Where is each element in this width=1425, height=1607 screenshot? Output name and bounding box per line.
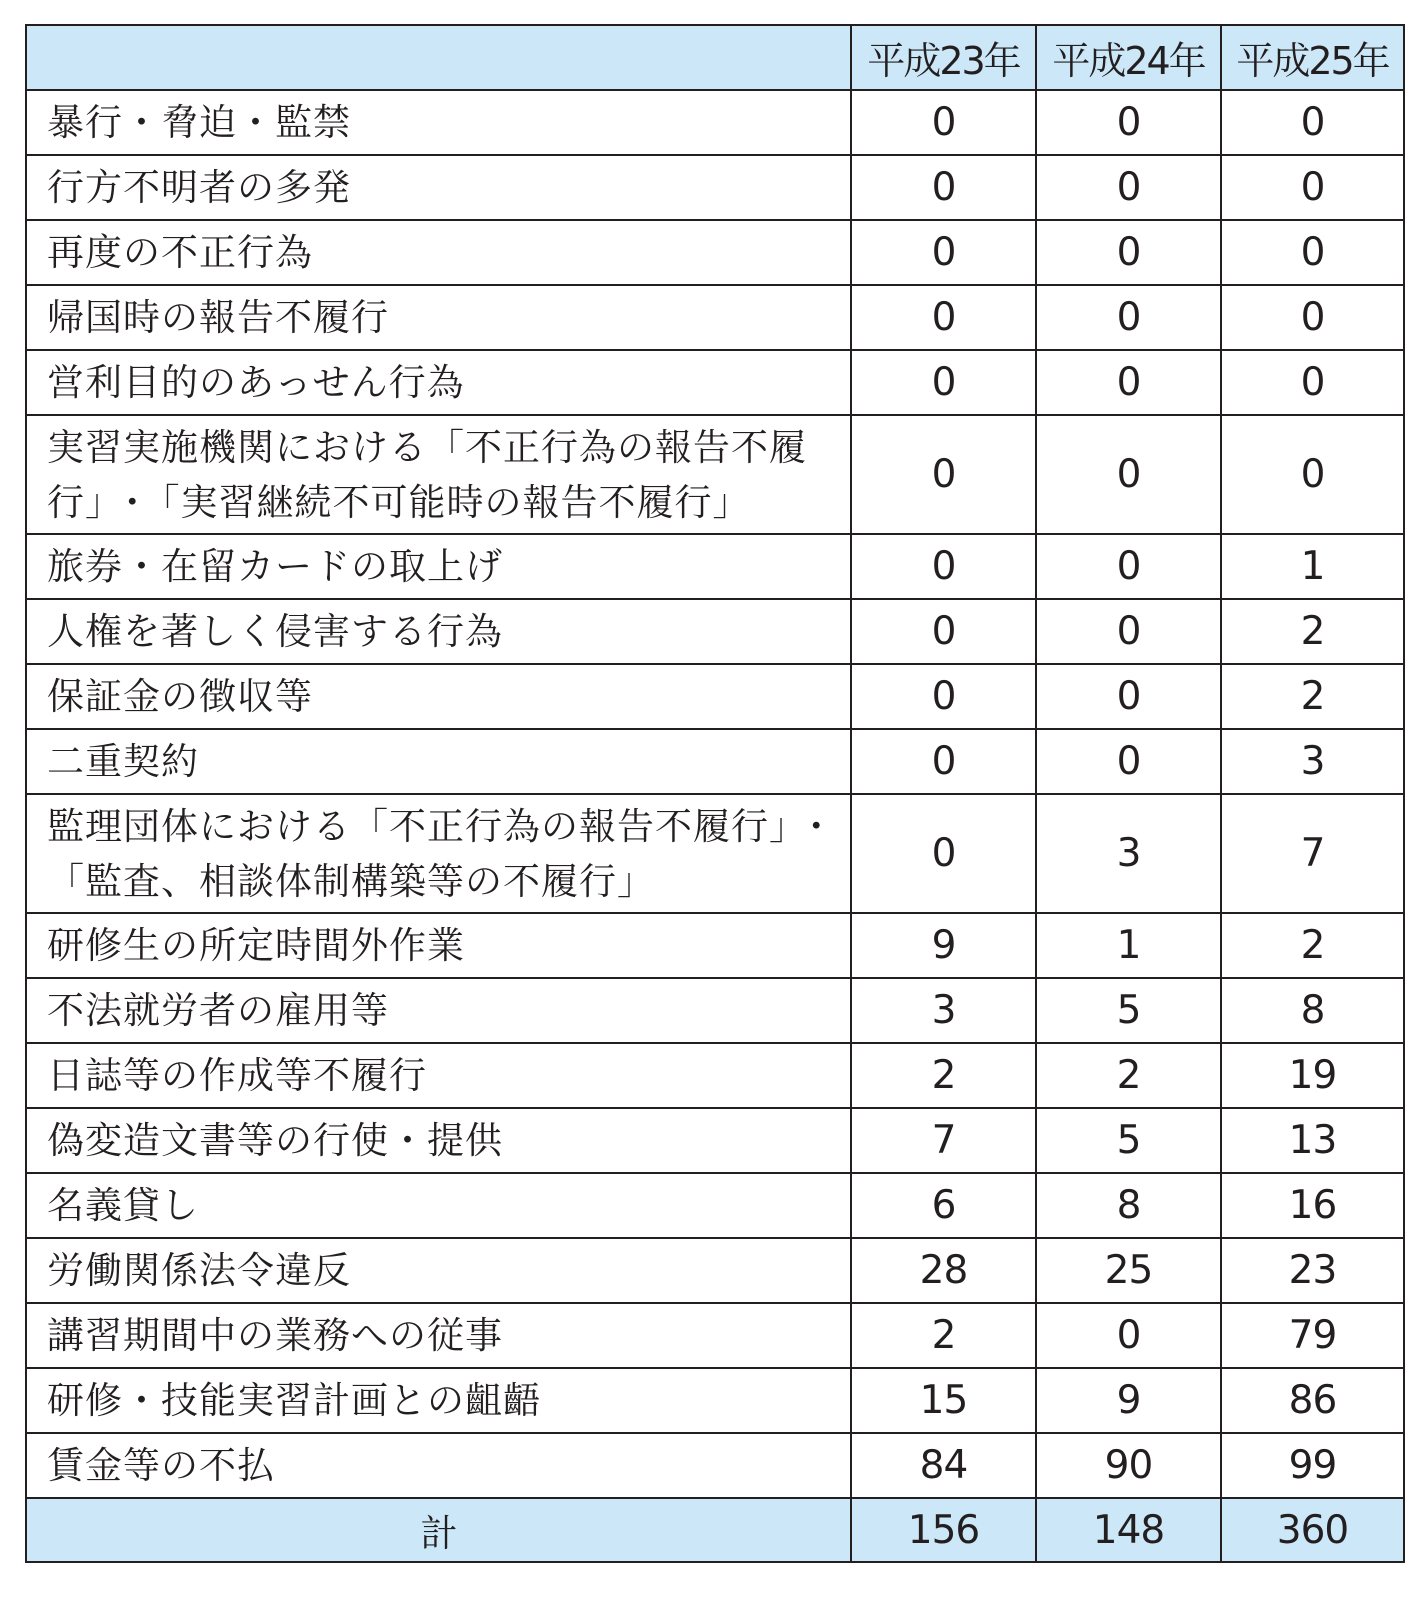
row-label: 不法就労者の雇用等: [26, 978, 851, 1043]
cell-2011: 0: [851, 664, 1036, 729]
table-row: [26, 155, 1404, 220]
cell-2011: 0: [851, 729, 1036, 794]
table-row: [26, 978, 1404, 1043]
row-label: 偽変造文書等の行使・提供: [26, 1108, 851, 1173]
cell-2011: 0: [851, 599, 1036, 664]
total-row: [26, 1498, 1404, 1562]
cell-2011: 0: [851, 285, 1036, 350]
row-label: 旅券・在留カードの取上げ: [26, 534, 851, 599]
table-row: [26, 415, 1404, 534]
table-row: [26, 729, 1404, 794]
header-corner: [26, 25, 851, 90]
cell-2011: 0: [851, 90, 1036, 155]
table-row: [26, 1238, 1404, 1303]
cell-2013: 0: [1221, 155, 1404, 220]
row-label: 名義貸し: [26, 1173, 851, 1238]
cell-2012: 0: [1036, 729, 1221, 794]
cell-2013: 7: [1221, 794, 1404, 913]
cell-2011: 0: [851, 534, 1036, 599]
table-row: [26, 1108, 1404, 1173]
cell-2011: 0: [851, 220, 1036, 285]
cell-2012: 9: [1036, 1368, 1221, 1433]
row-label: 人権を著しく侵害する行為: [26, 599, 851, 664]
cell-2011: 0: [851, 155, 1036, 220]
header-row: [26, 25, 1404, 90]
cell-2011: 2: [851, 1303, 1036, 1368]
cell-2013: 0: [1221, 220, 1404, 285]
cell-2013: 2: [1221, 664, 1404, 729]
row-label: 研修・技能実習計画との齟齬: [26, 1368, 851, 1433]
cell-2012: 25: [1036, 1238, 1221, 1303]
row-label: 帰国時の報告不履行: [26, 285, 851, 350]
table-row: [26, 1368, 1404, 1433]
cell-2012: 0: [1036, 220, 1221, 285]
cell-2011: 28: [851, 1238, 1036, 1303]
table-row: [26, 220, 1404, 285]
cell-2011: 15: [851, 1368, 1036, 1433]
cell-2012: 3: [1036, 794, 1221, 913]
table-row: [26, 1433, 1404, 1498]
cell-2013: 19: [1221, 1043, 1404, 1108]
table-row: [26, 913, 1404, 978]
total-2011: 156: [851, 1498, 1036, 1562]
header-year-2012: 平成24年: [1036, 25, 1221, 90]
cell-2013: 23: [1221, 1238, 1404, 1303]
row-label: 監理団体における「不正行為の報告不履行」･「監査、相談体制構築等の不履行」: [26, 794, 851, 913]
cell-2011: 84: [851, 1433, 1036, 1498]
header-year-2011: 平成23年: [851, 25, 1036, 90]
cell-2012: 8: [1036, 1173, 1221, 1238]
cell-2011: 7: [851, 1108, 1036, 1173]
cell-2012: 0: [1036, 350, 1221, 415]
cell-2011: 6: [851, 1173, 1036, 1238]
total-2012: 148: [1036, 1498, 1221, 1562]
table-row: [26, 285, 1404, 350]
cell-2013: 99: [1221, 1433, 1404, 1498]
cell-2012: 0: [1036, 1303, 1221, 1368]
row-label: 行方不明者の多発: [26, 155, 851, 220]
cell-2013: 1: [1221, 534, 1404, 599]
table-row: [26, 1303, 1404, 1368]
cell-2011: 0: [851, 350, 1036, 415]
cell-2013: 2: [1221, 599, 1404, 664]
row-label: 営利目的のあっせん行為: [26, 350, 851, 415]
cell-2011: 3: [851, 978, 1036, 1043]
cell-2013: 79: [1221, 1303, 1404, 1368]
row-label: 保証金の徴収等: [26, 664, 851, 729]
cell-2011: 2: [851, 1043, 1036, 1108]
row-label: 労働関係法令違反: [26, 1238, 851, 1303]
row-label: 二重契約: [26, 729, 851, 794]
cell-2012: 90: [1036, 1433, 1221, 1498]
cell-2013: 0: [1221, 350, 1404, 415]
cell-2013: 0: [1221, 285, 1404, 350]
row-label: 実習実施機関における「不正行為の報告不履行」･「実習継続不可能時の報告不履行」: [26, 415, 851, 534]
cell-2013: 8: [1221, 978, 1404, 1043]
total-label: 計: [26, 1498, 851, 1562]
cell-2012: 0: [1036, 534, 1221, 599]
cell-2013: 0: [1221, 415, 1404, 534]
cell-2011: 0: [851, 794, 1036, 913]
header-year-2013: 平成25年: [1221, 25, 1404, 90]
cell-2012: 5: [1036, 1108, 1221, 1173]
table-row: [26, 794, 1404, 913]
row-label: 賃金等の不払: [26, 1433, 851, 1498]
cell-2013: 3: [1221, 729, 1404, 794]
cell-2011: 0: [851, 415, 1036, 534]
cell-2013: 13: [1221, 1108, 1404, 1173]
cell-2012: 0: [1036, 285, 1221, 350]
cell-2013: 16: [1221, 1173, 1404, 1238]
table-row: [26, 90, 1404, 155]
cell-2012: 5: [1036, 978, 1221, 1043]
cell-2012: 0: [1036, 415, 1221, 534]
cell-2012: 2: [1036, 1043, 1221, 1108]
violations-table: [25, 24, 1405, 1563]
table-row: [26, 1043, 1404, 1108]
row-label: 再度の不正行為: [26, 220, 851, 285]
cell-2012: 0: [1036, 599, 1221, 664]
table-row: [26, 350, 1404, 415]
cell-2011: 9: [851, 913, 1036, 978]
row-label: 研修生の所定時間外作業: [26, 913, 851, 978]
table-row: [26, 1173, 1404, 1238]
cell-2012: 1: [1036, 913, 1221, 978]
cell-2013: 2: [1221, 913, 1404, 978]
total-2013: 360: [1221, 1498, 1404, 1562]
cell-2012: 0: [1036, 664, 1221, 729]
row-label: 日誌等の作成等不履行: [26, 1043, 851, 1108]
cell-2013: 86: [1221, 1368, 1404, 1433]
table-row: [26, 664, 1404, 729]
row-label: 講習期間中の業務への従事: [26, 1303, 851, 1368]
row-label: 暴行・脅迫・監禁: [26, 90, 851, 155]
cell-2013: 0: [1221, 90, 1404, 155]
cell-2012: 0: [1036, 155, 1221, 220]
table-row: [26, 599, 1404, 664]
cell-2012: 0: [1036, 90, 1221, 155]
table-row: [26, 534, 1404, 599]
